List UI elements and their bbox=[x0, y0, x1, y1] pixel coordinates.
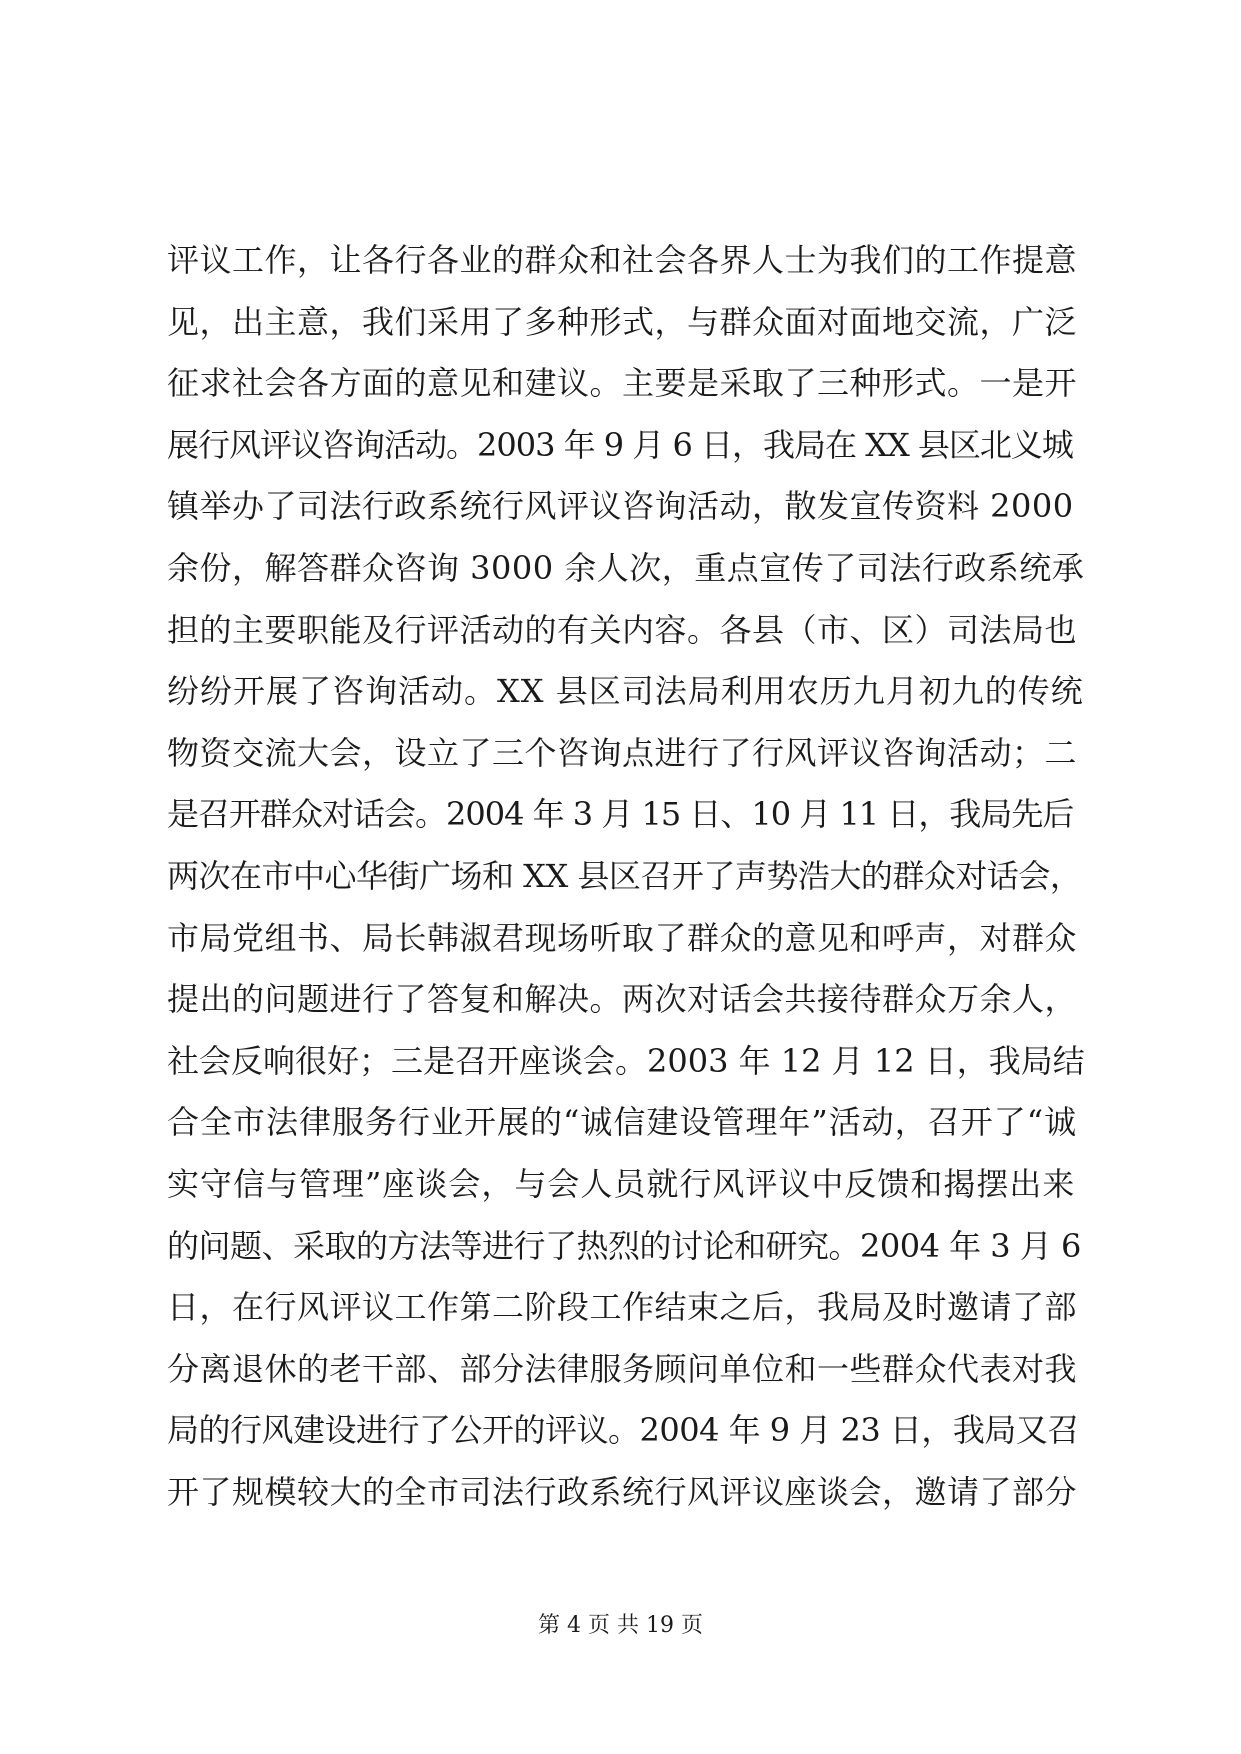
text-line: 余份，解答群众咨询 3000 余人次，重点宣传了司法行政系统承 bbox=[167, 548, 1085, 587]
text-line: 是召开群众对话会。2004 年 3 月 15 日、10 月 11 日，我局先后 bbox=[167, 795, 1074, 834]
text-line: 开了规模较大的全市司法行政系统行风评议座谈会，邀请了部分 bbox=[167, 1472, 1078, 1511]
body-text bbox=[167, 230, 1087, 1523]
text-line: 市局党组书、局长韩淑君现场听取了群众的意见和呼声，对群众 bbox=[167, 918, 1078, 957]
text-line: 社会反响很好；三是召开座谈会。2003 年 12 月 12 日，我局结 bbox=[167, 1041, 1085, 1080]
text-line: 合全市法律服务行业开展的“诚信建设管理年”活动，召开了“诚 bbox=[167, 1103, 1078, 1142]
text-line: 提出的问题进行了答复和解决。两次对话会共接待群众万余人， bbox=[167, 980, 1078, 1019]
text-line: 镇举办了司法行政系统行风评议咨询活动，散发宣传资料 2000 bbox=[167, 487, 1074, 526]
text-line: 纷纷开展了咨询活动。XX 县区司法局利用农历九月初九的传统 bbox=[167, 672, 1084, 711]
text-line: 日，在行风评议工作第二阶段工作结束之后，我局及时邀请了部 bbox=[167, 1288, 1078, 1327]
text-line: 展行风评议咨询活动。2003 年 9 月 6 日，我局在 XX 县区北义城 bbox=[167, 425, 1073, 464]
text-line: 分离退休的老干部、部分法律服务顾问单位和一些群众代表对我 bbox=[167, 1349, 1078, 1388]
text-line: 担的主要职能及行评活动的有关内容。各县（市、区）司法局也 bbox=[167, 610, 1078, 649]
text-line: 征求社会各方面的意见和建议。主要是采取了三种形式。一是开 bbox=[167, 364, 1078, 403]
text-line: 物资交流大会，设立了三个咨询点进行了行风评议咨询活动；二 bbox=[167, 733, 1078, 772]
text-line: 两次在市中心华街广场和 XX 县区召开了声势浩大的群众对话会， bbox=[167, 856, 1082, 895]
text-line: 的问题、采取的方法等进行了热烈的讨论和研究。2004 年 3 月 6 bbox=[167, 1226, 1081, 1265]
text-line: 评议工作，让各行各业的群众和社会各界人士为我们的工作提意 bbox=[167, 241, 1078, 279]
text-line: 见，出主意，我们采用了多种形式，与群众面对面地交流，广泛 bbox=[167, 302, 1078, 341]
text-line: 局的行风建设进行了公开的评议。2004 年 9 月 23 日，我局又召 bbox=[167, 1411, 1079, 1450]
text-line: 实守信与管理”座谈会，与会人员就行风评议中反馈和揭摆出来 bbox=[167, 1164, 1076, 1203]
page-number-footer: 第 4 页 共 19 页 bbox=[538, 1613, 703, 1638]
